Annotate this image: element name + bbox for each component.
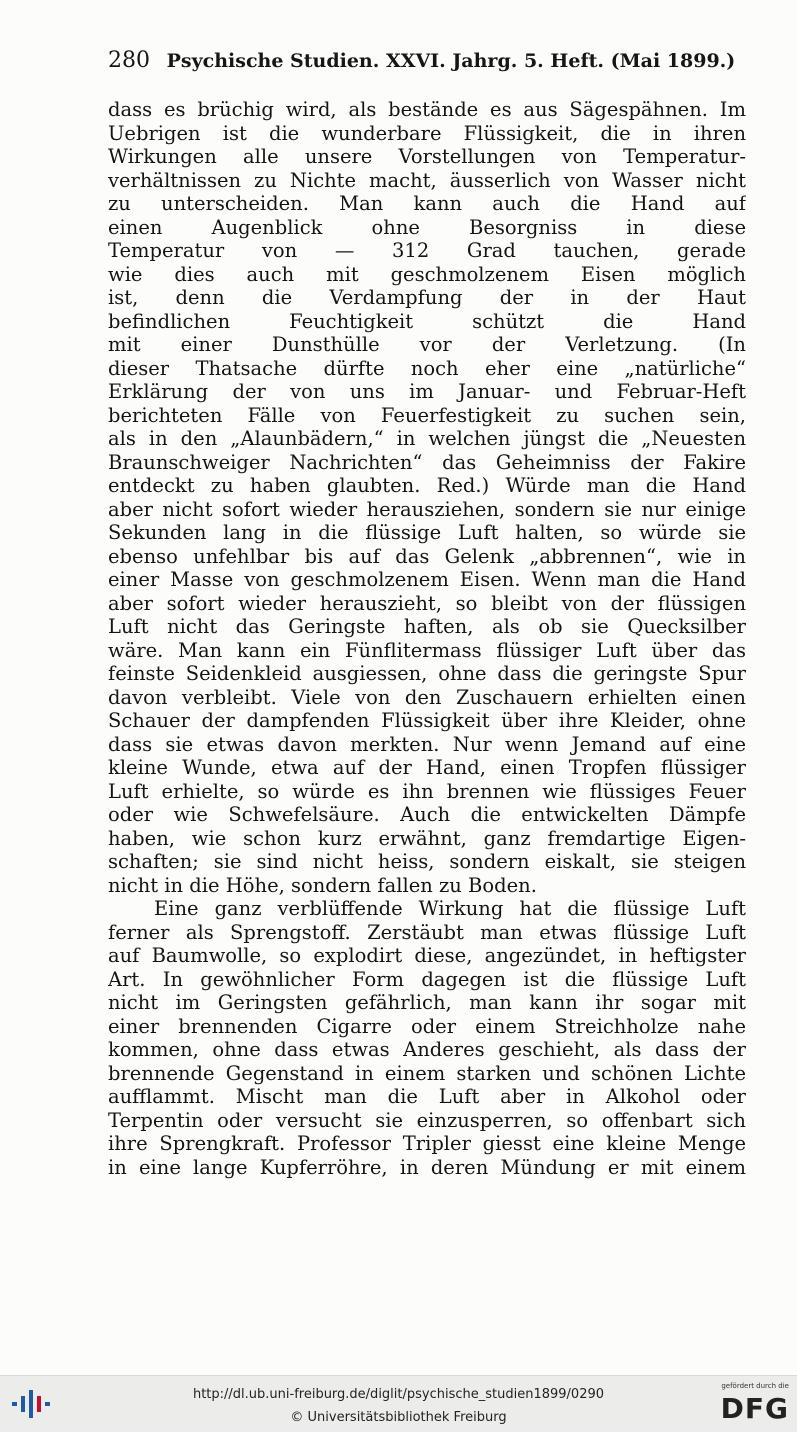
text-line: kleine Wunde, etwa auf der Hand, einen Tropfen flüssiger — [108, 756, 746, 779]
text-line: Uebrigen ist die wunderbare Flüssigkeit, die in ihren — [108, 121, 746, 145]
text-line: wäre. Man kann ein Fünflitermass flüssiger Luft über das — [108, 638, 746, 662]
text-line: Temperatur von — 312 Grad tauchen, gerade — [108, 239, 746, 262]
text-line: Schauer der dampfenden Flüssigkeit über ihre Kleider, ohne — [108, 709, 746, 732]
text-line: kommen, ohne dass etwas Anderes geschieht, als dass der — [108, 1038, 746, 1061]
text-line: Erklärung der von uns im Januar- und Februar-Heft — [108, 380, 746, 403]
text-line: davon verbleibt. Viele von den Zuschauern erhielten einen — [108, 685, 746, 709]
text-line: ferner als Sprengstoff. Zerstäubt man etwas flüssige Luft — [108, 920, 746, 944]
text-line: Art. In gewöhnlicher Form dagegen ist die flüssige Luft — [108, 967, 746, 991]
text-line: Wirkungen alle unsere Vorstellungen von Temperatur- — [108, 145, 746, 168]
text-line: haben, wie schon kurz erwähnt, ganz fremdartige Eigen- — [108, 826, 746, 850]
dfg-logo-icon — [707, 1382, 789, 1428]
text-line: mit einer Dunsthülle vor der Verletzung. (In — [108, 333, 746, 356]
text-line: Terpentin oder versucht sie einzusperren, so offenbart sich — [108, 1108, 746, 1132]
text-line: ist, denn die Verdampfung der in der Haut — [108, 286, 746, 309]
text-line: Eine ganz verblüffende Wirkung hat die flüssige Luft — [154, 897, 746, 920]
text-line: ihre Sprengkraft. Professor Tripler giesst eine kleine Menge — [108, 1132, 746, 1155]
text-line: befindlichen Feuchtigkeit schützt die Hand — [108, 309, 746, 333]
text-line: schaften; sie sind nicht heiss, sondern eiskalt, sie steigen — [108, 850, 746, 873]
text-line: Luft nicht das Geringste haften, als ob sie Quecksilber — [108, 615, 746, 638]
viewer-footer — [0, 1375, 797, 1432]
running-header — [108, 48, 746, 73]
text-line: Sekunden lang in die flüssige Luft halten, so würde sie — [108, 521, 746, 544]
text-line: in eine lange Kupferröhre, in deren Mündung er mit einem — [108, 1155, 746, 1179]
text-line: als in den „Alaunbädern,“ in welchen jüngst die „Neuesten — [108, 427, 746, 450]
text-line: einer Masse von geschmolzenem Eisen. Wenn man die Hand — [108, 568, 746, 591]
text-line: nicht im Geringsten gefährlich, man kann ihr sogar mit — [108, 991, 746, 1014]
text-line: dass es brüchig wird, als bestände es aus Sägespähnen. Im — [108, 98, 746, 121]
text-line: oder wie Schwefelsäure. Auch die entwickelten Dämpfe — [108, 803, 746, 826]
text-line: einer brennenden Cigarre oder einem Streichholze nahe — [108, 1014, 746, 1038]
text-line: ebenso unfehlbar bis auf das Gelenk „abbrennen“, wie in — [108, 544, 746, 568]
text-line: aber nicht sofort wieder herausziehen, sondern sie nur einige — [108, 497, 746, 521]
text-line: Luft erhielte, so würde es ihn brennen wie flüssiges Feuer — [108, 779, 746, 803]
text-line: aufflammt. Mischt man die Luft aber in Alkohol oder — [108, 1085, 746, 1108]
text-line: nicht in die Höhe, sondern fallen zu Boden. — [108, 873, 537, 897]
page-number: 280 — [108, 48, 150, 73]
copyright-notice: © Universitätsbibliothek Freiburg — [290, 1410, 507, 1425]
text-line: Braunschweiger Nachrichten“ das Geheimniss der Fakire — [108, 450, 746, 474]
text-line: verhältnissen zu Nichte macht, äusserlich von Wasser nicht — [108, 168, 746, 192]
text-line: berichteten Fälle von Feuerfestigkeit zu suchen sein, — [108, 403, 746, 427]
dfg-funding-note: gefördert durch die — [721, 1382, 789, 1390]
text-line: auf Baumwolle, so explodirt diese, angezündet, in heftigster — [108, 944, 746, 967]
text-line: aber sofort wieder herauszieht, so bleibt von der flüssigen — [108, 591, 746, 615]
text-line: brennende Gegenstand in einem starken und schönen Lichte — [108, 1061, 746, 1085]
text-line: zu unterscheiden. Man kann auch die Hand auf — [108, 192, 746, 215]
running-title: Psychische Studien. XXVI. Jahrg. 5. Heft. (Mai 1899.) — [166, 50, 736, 72]
text-line: wie dies auch mit geschmolzenem Eisen möglich — [108, 262, 746, 286]
dfg-wordmark: DFG — [720, 1392, 789, 1425]
text-line: dieser Thatsache dürfte noch eher eine „natürliche“ — [108, 356, 746, 380]
text-line: dass sie etwas davon merkten. Nur wenn Jemand auf eine — [108, 732, 746, 756]
text-line: entdeckt zu haben glaubten. Red.) Würde man die Hand — [108, 474, 746, 497]
body-text — [108, 98, 746, 1179]
permalink-url[interactable]: http://dl.ub.uni-freiburg.de/diglit/psychische_studien1899/0290 — [192, 1387, 605, 1402]
text-line: feinste Seidenkleid ausgiessen, ohne dass die geringste Spur — [108, 662, 746, 685]
text-line: einen Augenblick ohne Besorgniss in diese — [108, 215, 746, 239]
